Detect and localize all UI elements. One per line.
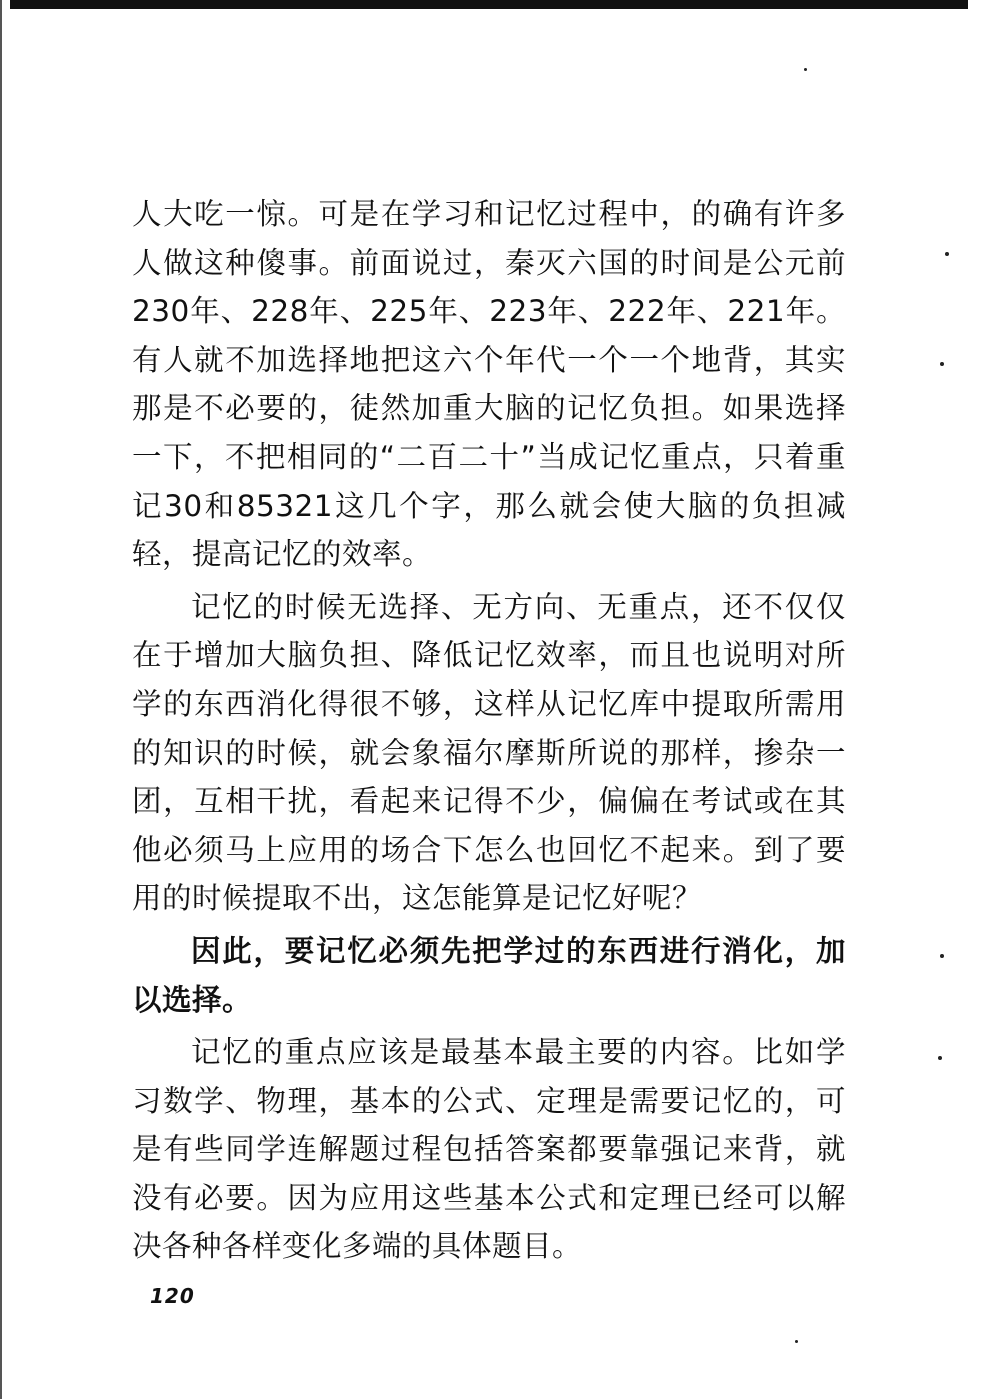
left-page-edge [0,0,2,1399]
top-border-rule [10,0,968,9]
paragraph-3: 因此，要记忆必须先把学过的东西进行消化，加以选择。 [132,933,846,1017]
scan-speck [940,362,944,366]
paragraph-2: 记忆的时候无选择、无方向、无重点，还不仅仅在于增加大脑负担、降低记忆效率，而且也说明对所学的东西消化得很不够，这样从记忆库中提取所需用的知识的时候，就会象福尔摩斯所说的那样，掺杂一团，互相干扰，看起来记得不少，偏偏在考试或在其他必须马上应用的场合下怎么也回忆不起来。到了要用的时候提取不出，这怎能算是记忆好呢？ [132,589,846,916]
scan-speck [945,252,949,256]
scan-speck [940,954,944,958]
scan-speck [795,1340,798,1343]
page-body-text [132,190,846,1271]
scan-speck [938,1056,942,1060]
page-number: 120 [150,1284,195,1308]
paragraph-4: 记忆的重点应该是最基本最主要的内容。比如学习数学、物理，基本的公式、定理是需要记忆的，可是有些同学连解题过程包括答案都要靠强记来背，就没有必要。因为应用这些基本公式和定理已经可以解决各种各样变化多端的具体题目。 [132,1035,846,1264]
paragraph-1: 人大吃一惊。可是在学习和记忆过程中，的确有许多人做这种傻事。前面说过，秦灭六国的时间是公元前230年、228年、225年、223年、222年、221年。有人就不加选择地把这六个年代一个一个地背，其实那是不必要的，徒然加重大脑的记忆负担。如果选择一下，不把相同的“二百二十”当成记忆重点，只着重记30和85321这几个字，那么就会使大脑的负担减轻，提高记忆的效率。 [132,197,846,572]
scan-speck [804,68,807,71]
